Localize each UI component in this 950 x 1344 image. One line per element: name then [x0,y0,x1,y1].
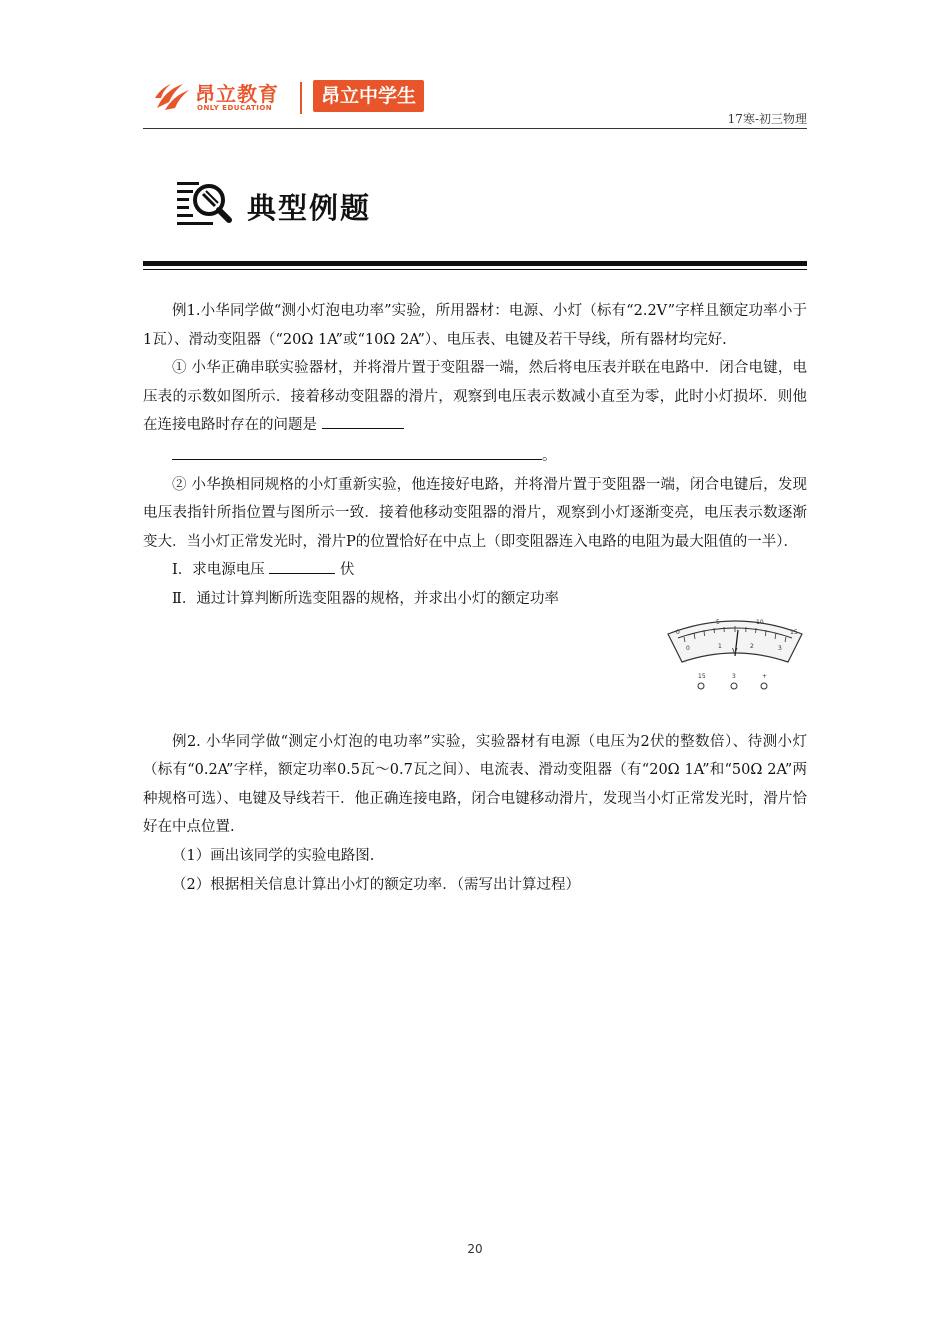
section-rule-thick [143,261,807,266]
meter-outer-tick: 15 [790,629,798,636]
header-divider [143,128,807,129]
voltmeter-icon [664,612,806,692]
example2-intro: 例2. 小华同学做“测定小灯泡的电功率”实验，实验器材有电源（电压为2伏的整数倍）、待测小灯（标有“0.2A”字样，额定功率0.5瓦～0.7瓦之间）、电流表、滑动变阻器（有“20Ω 1A”和“50Ω 2A”两种规格可选）、电键及导线若干．他正确连接电路，闭合电键移动滑片，发现当小灯正常发光时，滑片恰好在中点位置. [143,733,807,836]
brand-tag: 昂立中学生 [313,80,424,112]
example2-question1: （1）画出该同学的实验电路图. [172,847,375,864]
meter-outer-tick: 10 [756,619,764,626]
brand-name: 昂立教育 [195,82,279,106]
meter-inner-tick: 3 [778,645,782,652]
meter-terminal-label: + [762,673,768,680]
example1-question2: ② 小华换相同规格的小灯重新实验，他连接好电路，并将滑片置于变阻器一端，闭合电键后，发现电压表指针所指位置与图所示一致．接着他移动变阻器的滑片，观察到小灯逐渐变亮，电压表示数逐渐变大．当小灯正常发光时，滑片P的位置恰好在中点上（即变阻器连入电路的电阻为最大阻值的一半）． [143,476,807,550]
section-title: 典型例题 [247,191,372,225]
meter-terminal-label: 3 [732,673,736,680]
meter-terminal-label: 15 [698,673,706,680]
example-content [143,297,807,899]
meter-inner-tick: 0 [686,645,690,652]
answer-blank[interactable] [322,412,404,429]
meter-outer-tick: 5 [716,619,720,626]
answer-blank[interactable] [269,557,335,574]
meter-outer-tick: 0 [676,629,680,636]
example1-question1 [143,354,807,440]
section-rule-thin [143,269,807,270]
meter-inner-tick: 2 [750,643,754,650]
meter-unit: V [732,647,738,656]
course-label: 17寒-初三物理 [727,112,807,126]
meter-inner-tick: 1 [718,643,722,650]
page-header [143,74,807,130]
answer-blank[interactable] [172,443,542,460]
example1-intro: 例1.小华同学做“测小灯泡电功率”实验，所用器材：电源、小灯（标有“2.2V”字样且额定功率小于1瓦）、滑动变阻器（“20Ω 1A”或“10Ω 2A”）、电压表、电键及若干导线，所有器材均完好. [143,303,807,348]
example1-question1-end: 。 [542,447,557,464]
brand-divider [300,82,302,114]
example1-sub2: Ⅱ．通过计算判断所选变阻器的规格，并求出小灯的额定功率 [172,590,559,607]
example1-sub1-unit: 伏 [339,562,355,579]
example1-sub1 [143,556,807,585]
example1-question1-continued [143,442,807,471]
example1-question1-text: ① 小华正确串联实验器材，并将滑片置于变阻器一端，然后将电压表并联在电路中．闭合电键，电压表的示数如图所示．接着移动变阻器的滑片，观察到电压表示数减小直至为零，此时小灯损坏．则他在连接电路时存在的问题是 [143,360,807,434]
only-education-logo-icon [153,80,191,114]
page-number: 20 [467,1242,483,1256]
example1-sub1-text: Ⅰ．求电源电压 [172,562,265,579]
section-heading [175,178,475,228]
magnifier-document-icon [175,178,235,228]
example2-question2: （2）根据相关信息计算出小灯的额定功率．（需写出计算过程） [172,876,580,893]
brand-name-en: ONLY EDUCATION [197,104,273,112]
